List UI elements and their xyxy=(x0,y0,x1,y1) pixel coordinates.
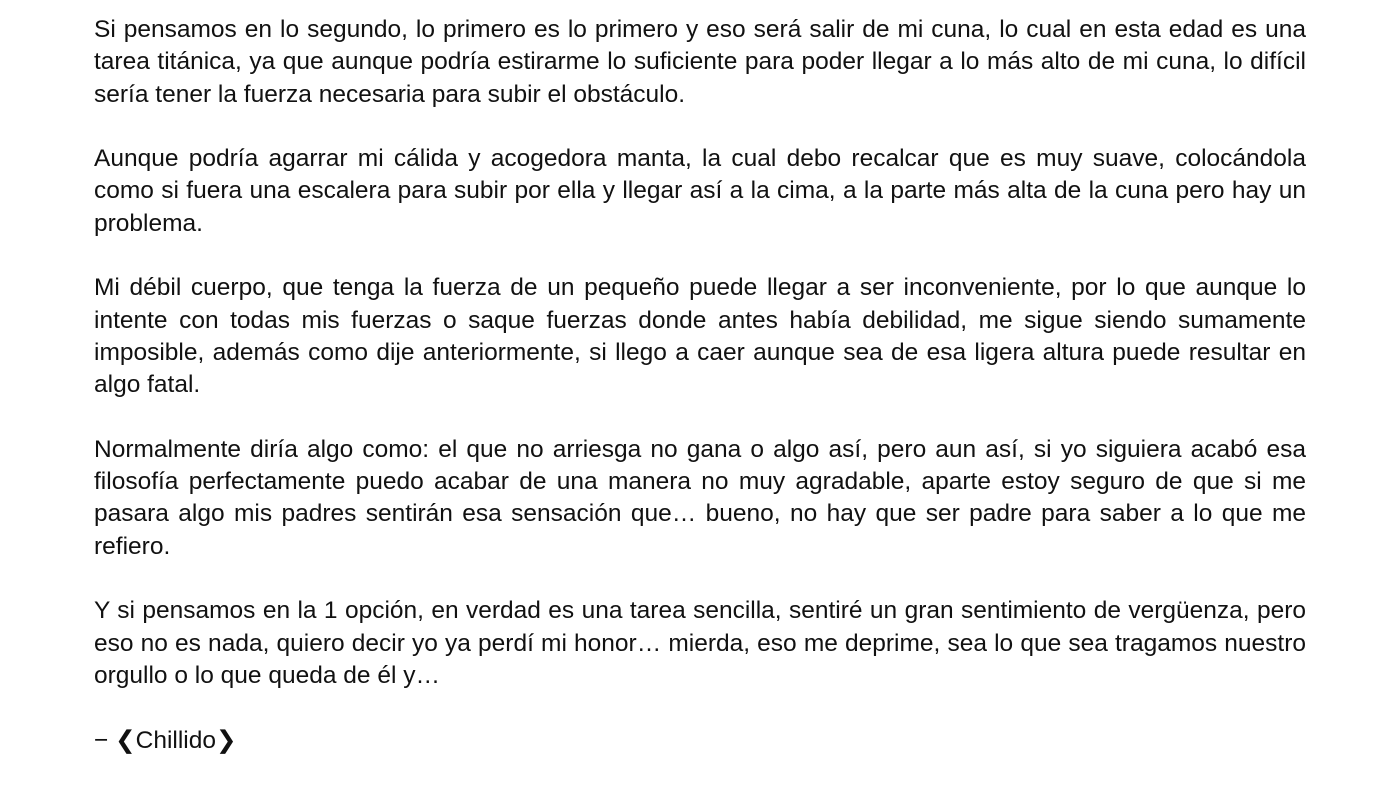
paragraph-5: Y si pensamos en la 1 opción, en verdad es una tarea sencilla, sentiré un gran sentimiento de vergüenza, pero eso no es nada, quiero decir yo ya perdí mi honor… mierda, eso me deprime, sea lo que sea tragamos nuestro orgullo o lo que queda de él y… xyxy=(94,597,1306,689)
document-page xyxy=(94,14,1306,757)
paragraph-1: Si pensamos en lo segundo, lo primero es lo primero y eso será salir de mi cuna, lo cual en esta edad es una tarea titánica, ya que aunque podría estirarme lo suficiente para poder llegar a lo más alto de mi cuna, lo difícil sería tener la fuerza necesaria para subir el obstáculo. xyxy=(94,16,1306,108)
paragraph-4: Normalmente diría algo como: el que no arriesga no gana o algo así, pero aun así, si yo siguiera acabó esa filosofía perfectamente puedo acabar de una manera no muy agradable, aparte estoy seguro de que si me pasara algo mis padres sentirán esa sensación que… bueno, no hay que ser padre para saber a lo que me refiero. xyxy=(94,435,1306,560)
paragraph-3: Mi débil cuerpo, que tenga la fuerza de un pequeño puede llegar a ser inconveniente, por lo que aunque lo intente con todas mis fuerzas o saque fuerzas donde antes había debilidad, me sigue siendo sumamente imposible, además como dije anteriormente, si llego a caer aunque sea de esa ligera altura puede resultar en algo fatal. xyxy=(94,274,1306,399)
dialog-line: − ❮Chillido❯ xyxy=(94,726,237,754)
paragraph-2: Aunque podría agarrar mi cálida y acogedora manta, la cual debo recalcar que es muy suave, colocándola como si fuera una escalera para subir por ella y llegar así a la cima, a la parte más alta de la cuna pero hay un problema. xyxy=(94,145,1306,237)
